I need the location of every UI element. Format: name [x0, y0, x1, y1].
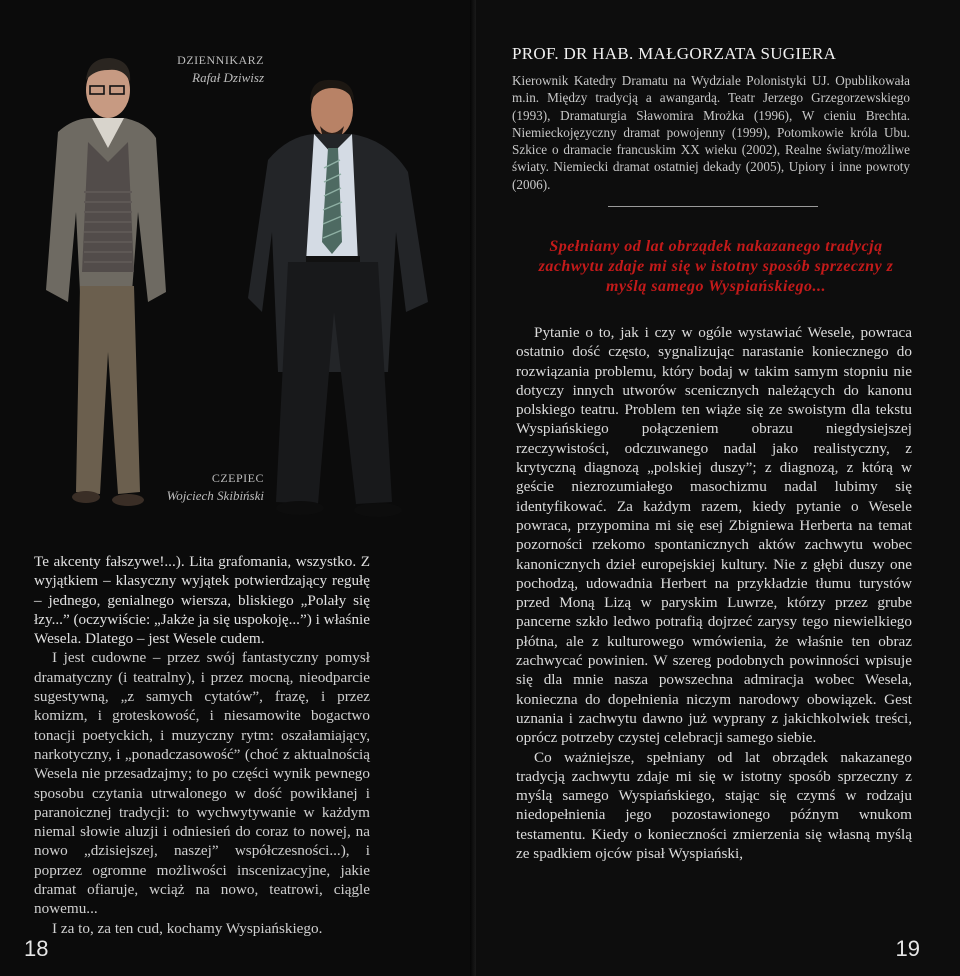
caption-journalist: [134, 52, 264, 86]
left-paragraph-main: I jest cudowne – przez swój fantastyczny pomysł dramatyczny (i teatralny), i przez mocną, nieodparcie sugestywną, „z samych cytatów”, frazę, i przez komizm, i groteskowość, i niesamowite bogactwo tonacji poetyckich, i muzyczny rytm: oszałamiający, narkotyczny, i „ponadczasowość” (choć z aktualnością Wesela nie przesadzajmy; to po części wynik pewnego sposobu czytania utrwalonego w dość powikłanej i paranoicznej tradycji: to wychwytywanie w każdym niemal słowie aluzji i odniesień do coraz to nowej, na nowo „dzisiejszej, naszej” współczesności...), i poprzez ogromne możliwości inscenizacyjne, jakie dramat ofiaruje, wciąż na nowo, teatrowi, ciągle nowemu...: [34, 649, 370, 918]
photo-journalist: [28, 52, 178, 522]
left-page: [0, 0, 476, 976]
caption-czepiec-role: CZEPIEC: [211, 471, 264, 485]
photo-czepiec: [248, 72, 438, 532]
author-name: PROF. DR HAB. MAŁGORZATA SUGIERA: [512, 44, 837, 63]
caption-czepiec: [130, 470, 264, 504]
left-paragraph-end: I za to, za ten cud, kochamy Wyspiańskiego.: [52, 919, 323, 937]
author-bio: Kierownik Katedry Dramatu na Wydziale Polonistyki UJ. Opublikowała m.in. Między tradycją a awangardą. Teatr Jerzego Grzegorzewskiego (1993), Dramaturgia Sławomira Mrożka (1996), W cieniu Brechta. Niemieckojęzyczny dramat powojenny (1999), Potomkowie króla Ubu. Szkice o dramacie francuskim XX wieku (2002), Realne światy/możliwe światy. Niemiecki dramat ostatniej dekady (2005), Upiory i inne powroty (2006).: [512, 73, 910, 192]
caption-journalist-name: Rafał Dziwisz: [192, 70, 264, 85]
left-paragraph-intro: Te akcenty fałszywe!...). Lita grafomania, wszystko. Z wyjątkiem – klasyczny wyjątek potwierdzający regułę – jednego, genialnego wiersza, bliskiego „Polały się łzy...” (oczywiście: „Jakże ja się uspokoję...”) i właśnie Wesela. Dlatego – jest Wesele cudem.: [34, 553, 370, 648]
caption-czepiec-name: Wojciech Skibiński: [166, 488, 264, 503]
page-number-left: 18: [24, 936, 49, 961]
page-number-right: 19: [895, 936, 920, 961]
divider-rule: [608, 206, 818, 207]
caption-journalist-role: DZIENNIKARZ: [177, 53, 264, 67]
right-paragraph-2: Co ważniejsze, spełniany od lat obrządek nakazanego tradycją zachwytu zdaje mi się w istotny sposób sprzeczny z myślą samego Wyspiańskiego, stając się czymś w rodzaju niedopełnienia jego pozostawionego późnym wnukom testamentu. Kiedy o konieczności zmierzenia się własną myślą ze spadkiem ojców pisał Wyspiański,: [516, 748, 912, 863]
pull-quote: Spełniany od lat obrządek nakazanego tradycją zachwytu zdaje mi się w istotny sposób sprzeczny z myślą samego Wyspiańskiego...: [538, 238, 894, 295]
right-page: [476, 0, 960, 976]
right-body-text: [516, 323, 912, 863]
left-body-text: [34, 552, 370, 938]
right-paragraph-1: Pytanie o to, jak i czy w ogóle wystawiać Wesele, powraca ostatnio dość często, sygnalizując narastanie koniecznego do rozwiązania problemu, który bodaj w takim samym stopniu nie dotyczy innych utworów scenicznych należących do kanonu polskiego teatru. Problem ten wiąże się ze swoistym dla tekstu Wyspiańskiego połączeniem obrazu niegdysiejszej rzeczywistości, odczuwanego nadal jako realistyczny, z krytyczną diagnozą „polskiej duszy”; z diagnozą, z którą w geście niezrozumiałego masochizmu nadal lubimy się identyfikować. Za każdym razem, kiedy pytanie o Wesele powraca, przypomina mi się esej Zbigniewa Herberta na temat pozorności rzekomo spontanicznych aktów zachwytu wobec kanonicznych dzieł europejskiej kultury. Nie z głębi duszy one pochodzą, udowadnia Herbert na przykładzie tłumu turystów przed Moną Lizą w paryskim Luwrze, którzy przez grube pancerne szkło ledwo potrafią dojrzeć zarysy tego niewielkiego płótna, ale z kulturowego wmówienia, że właśnie ten obraz zachwycać powinien. W szereg podobnych powinności wpisuje się dla mnie nasza powszechna admiracja wobec Wesela, konieczna do dopełnienia niczym narodowy obowiązek. Gest uznania i zachwytu dawno już wyprany z jakichkolwiek treści, oprócz potrzeby czystej celebracji samego siebie.: [516, 324, 912, 747]
